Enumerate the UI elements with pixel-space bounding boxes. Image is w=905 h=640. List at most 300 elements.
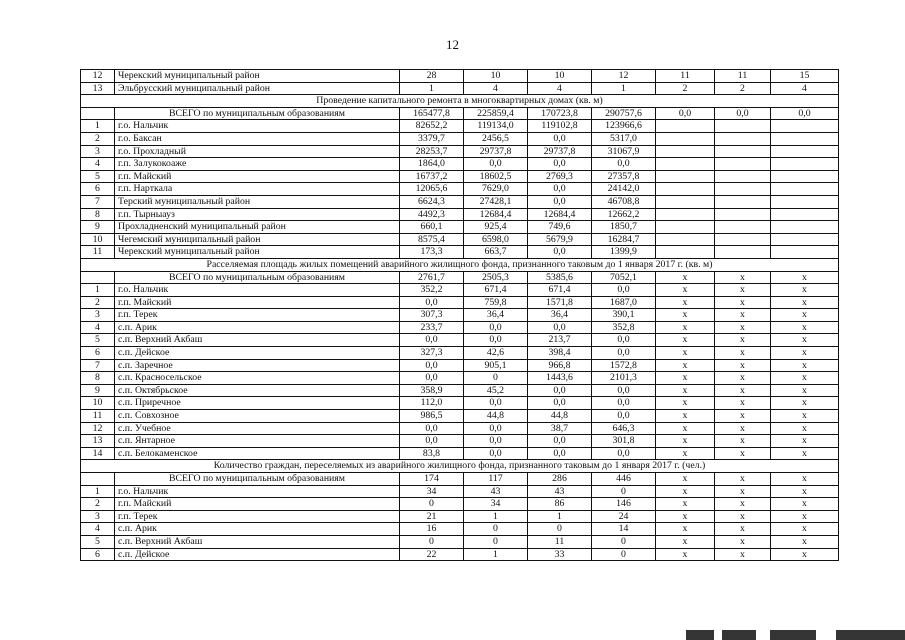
value-cell <box>715 183 771 196</box>
row-number: 13 <box>81 82 115 95</box>
value-cell: 27357,8 <box>592 170 656 183</box>
value-cell: 925,4 <box>464 221 528 234</box>
value-cell: 6624,3 <box>400 195 464 208</box>
row-number: 3 <box>81 309 115 322</box>
value-cell: 0,0 <box>400 296 464 309</box>
value-cell: 0 <box>592 535 656 548</box>
value-cell: х <box>656 321 715 334</box>
value-cell: 233,7 <box>400 321 464 334</box>
value-cell: 1 <box>400 82 464 95</box>
value-cell: 749,6 <box>528 221 592 234</box>
value-cell: 43 <box>464 485 528 498</box>
value-cell: 11 <box>656 70 715 83</box>
value-cell: 12 <box>592 70 656 83</box>
row-number: 14 <box>81 447 115 460</box>
value-cell: 1 <box>592 82 656 95</box>
value-cell: 2761,7 <box>400 271 464 284</box>
value-cell: 446 <box>592 473 656 486</box>
value-cell: 671,4 <box>528 284 592 297</box>
value-cell: 117 <box>464 473 528 486</box>
value-cell: 213,7 <box>528 334 592 347</box>
value-cell <box>656 132 715 145</box>
value-cell: х <box>715 347 771 360</box>
value-cell: 15 <box>771 70 839 83</box>
value-cell: 0 <box>528 523 592 536</box>
value-cell: 390,1 <box>592 309 656 322</box>
value-cell: 0,0 <box>528 435 592 448</box>
row-number: 4 <box>81 321 115 334</box>
table-row <box>81 359 839 372</box>
value-cell: х <box>771 498 839 511</box>
value-cell: 10 <box>528 70 592 83</box>
value-cell: 8575,4 <box>400 233 464 246</box>
row-number: 8 <box>81 208 115 221</box>
value-cell: 0,0 <box>528 158 592 171</box>
municipality-name: г.о. Баксан <box>115 132 400 145</box>
page-number: 12 <box>446 37 459 52</box>
value-cell: 0,0 <box>464 447 528 460</box>
row-number: 6 <box>81 183 115 196</box>
table-row <box>81 435 839 448</box>
municipality-name: Чегемский муниципальный район <box>115 233 400 246</box>
value-cell: 1 <box>464 510 528 523</box>
value-cell <box>715 132 771 145</box>
value-cell: х <box>771 321 839 334</box>
value-cell: 34 <box>400 485 464 498</box>
value-cell: 36,4 <box>464 309 528 322</box>
value-cell: х <box>656 359 715 372</box>
municipality-name: г.п. Нарткала <box>115 183 400 196</box>
table-row <box>81 334 839 347</box>
value-cell: 0 <box>592 485 656 498</box>
municipality-name: с.п. Арик <box>115 321 400 334</box>
value-cell: 327,3 <box>400 347 464 360</box>
value-cell: 31067,9 <box>592 145 656 158</box>
value-cell <box>656 221 715 234</box>
value-cell: 42,6 <box>464 347 528 360</box>
table-row <box>81 548 839 561</box>
value-cell: х <box>771 523 839 536</box>
value-cell: 0,0 <box>528 132 592 145</box>
value-cell: х <box>771 334 839 347</box>
value-cell: 22 <box>400 548 464 561</box>
value-cell: х <box>771 422 839 435</box>
value-cell <box>771 170 839 183</box>
municipality-name: с.п. Белокаменское <box>115 447 400 460</box>
row-number: 8 <box>81 372 115 385</box>
municipality-name: с.п. Учебное <box>115 422 400 435</box>
value-cell: 2 <box>656 82 715 95</box>
row-number: 2 <box>81 296 115 309</box>
table-row <box>81 397 839 410</box>
value-cell: х <box>656 334 715 347</box>
table-row <box>81 309 839 322</box>
value-cell: 2769,3 <box>528 170 592 183</box>
value-cell: 29737,8 <box>464 145 528 158</box>
value-cell: 12662,2 <box>592 208 656 221</box>
value-cell: 1572,8 <box>592 359 656 372</box>
value-cell: х <box>656 510 715 523</box>
value-cell: х <box>771 372 839 385</box>
value-cell: 0,0 <box>464 422 528 435</box>
row-number: 1 <box>81 284 115 297</box>
value-cell: 1 <box>464 548 528 561</box>
value-cell: 0,0 <box>464 435 528 448</box>
value-cell: х <box>771 535 839 548</box>
value-cell: х <box>656 397 715 410</box>
value-cell: 0,0 <box>592 384 656 397</box>
section-title: Количество граждан, переселяемых из аварийного жилищного фонда, признанного таковым до 1 января 2017 г. (чел.) <box>81 460 839 473</box>
value-cell: 1 <box>528 510 592 523</box>
municipality-name: Черекский муниципальный район <box>115 70 400 83</box>
value-cell: 11 <box>715 70 771 83</box>
value-cell: х <box>715 397 771 410</box>
value-cell: 36,4 <box>528 309 592 322</box>
municipality-name: г.п. Терек <box>115 309 400 322</box>
table-row <box>81 246 839 259</box>
value-cell <box>771 132 839 145</box>
row-number: 6 <box>81 548 115 561</box>
value-cell: х <box>656 309 715 322</box>
row-number: 1 <box>81 120 115 133</box>
value-cell: х <box>771 447 839 460</box>
value-cell: 0 <box>464 523 528 536</box>
value-cell <box>771 183 839 196</box>
table-row <box>81 284 839 297</box>
table-row <box>81 321 839 334</box>
value-cell: х <box>715 435 771 448</box>
table-row <box>81 535 839 548</box>
table-row <box>81 422 839 435</box>
value-cell: х <box>656 422 715 435</box>
municipality-name: Черекский муниципальный район <box>115 246 400 259</box>
value-cell: 16 <box>400 523 464 536</box>
value-cell: 0,0 <box>715 107 771 120</box>
value-cell: 45,2 <box>464 384 528 397</box>
value-cell: 0,0 <box>528 384 592 397</box>
value-cell: х <box>771 410 839 423</box>
value-cell: х <box>656 548 715 561</box>
value-cell: 0 <box>400 535 464 548</box>
value-cell: х <box>771 548 839 561</box>
municipality-name: г.п. Майский <box>115 296 400 309</box>
table-row <box>81 183 839 196</box>
value-cell <box>656 170 715 183</box>
section-title: Проведение капитального ремонта в многоквартирных домах (кв. м) <box>81 95 839 108</box>
data-table <box>80 69 839 561</box>
municipality-name: Терский муниципальный район <box>115 195 400 208</box>
value-cell: 0 <box>464 372 528 385</box>
municipality-name: с.п. Дейское <box>115 347 400 360</box>
value-cell: 34 <box>464 498 528 511</box>
value-cell: х <box>771 397 839 410</box>
total-row <box>81 271 839 284</box>
table-row <box>81 296 839 309</box>
municipality-name: Эльбрусский муниципальный район <box>115 82 400 95</box>
value-cell: 671,4 <box>464 284 528 297</box>
value-cell: х <box>715 296 771 309</box>
municipality-name: ВСЕГО по муниципальным образованиям <box>115 473 400 486</box>
table-row <box>81 347 839 360</box>
value-cell: х <box>656 447 715 460</box>
table-row <box>81 485 839 498</box>
municipality-name: г.о. Нальчик <box>115 284 400 297</box>
value-cell: 286 <box>528 473 592 486</box>
value-cell: 660,1 <box>400 221 464 234</box>
value-cell: 7629,0 <box>464 183 528 196</box>
section-header-row <box>81 95 839 108</box>
value-cell: 44,8 <box>464 410 528 423</box>
value-cell <box>656 120 715 133</box>
value-cell: х <box>656 284 715 297</box>
value-cell: 0,0 <box>592 447 656 460</box>
value-cell: 12065,6 <box>400 183 464 196</box>
value-cell: х <box>656 435 715 448</box>
value-cell: 0,0 <box>528 183 592 196</box>
row-number: 7 <box>81 359 115 372</box>
value-cell: 290757,6 <box>592 107 656 120</box>
table-row <box>81 132 839 145</box>
value-cell: 174 <box>400 473 464 486</box>
value-cell <box>771 233 839 246</box>
value-cell: 43 <box>528 485 592 498</box>
value-cell: х <box>771 435 839 448</box>
section-header-row <box>81 460 839 473</box>
table-row <box>81 120 839 133</box>
value-cell: 1571,8 <box>528 296 592 309</box>
row-number: 11 <box>81 246 115 259</box>
value-cell <box>656 233 715 246</box>
row-number: 12 <box>81 70 115 83</box>
value-cell: 5679,9 <box>528 233 592 246</box>
row-number: 13 <box>81 435 115 448</box>
value-cell: х <box>656 498 715 511</box>
table-row <box>81 523 839 536</box>
value-cell: 0,0 <box>400 435 464 448</box>
value-cell: х <box>656 271 715 284</box>
row-number: 2 <box>81 132 115 145</box>
value-cell: 0,0 <box>464 321 528 334</box>
value-cell: 0,0 <box>592 410 656 423</box>
value-cell: х <box>715 359 771 372</box>
value-cell: 29737,8 <box>528 145 592 158</box>
value-cell: 16284,7 <box>592 233 656 246</box>
value-cell: 3379,7 <box>400 132 464 145</box>
value-cell: 225859,4 <box>464 107 528 120</box>
value-cell <box>715 246 771 259</box>
value-cell: 2101,3 <box>592 372 656 385</box>
value-cell: 46708,8 <box>592 195 656 208</box>
table-row <box>81 372 839 385</box>
value-cell: х <box>715 271 771 284</box>
value-cell: 16737,2 <box>400 170 464 183</box>
value-cell: 12684,4 <box>464 208 528 221</box>
value-cell: 24142,0 <box>592 183 656 196</box>
value-cell <box>715 120 771 133</box>
value-cell: х <box>715 447 771 460</box>
value-cell <box>656 145 715 158</box>
row-number: 9 <box>81 221 115 234</box>
value-cell: 0,0 <box>592 334 656 347</box>
value-cell: 307,3 <box>400 309 464 322</box>
value-cell <box>656 183 715 196</box>
row-number: 3 <box>81 510 115 523</box>
value-cell: 10 <box>464 70 528 83</box>
municipality-name: с.п. Арик <box>115 523 400 536</box>
value-cell: 83,8 <box>400 447 464 460</box>
value-cell: 663,7 <box>464 246 528 259</box>
value-cell: х <box>771 296 839 309</box>
value-cell: х <box>656 485 715 498</box>
value-cell <box>656 208 715 221</box>
value-cell <box>656 195 715 208</box>
value-cell: х <box>656 535 715 548</box>
value-cell: 5385,6 <box>528 271 592 284</box>
value-cell: 986,5 <box>400 410 464 423</box>
value-cell: 0,0 <box>464 397 528 410</box>
row-number: 6 <box>81 347 115 360</box>
municipality-name: г.п. Майский <box>115 170 400 183</box>
value-cell: 14 <box>592 523 656 536</box>
value-cell: х <box>771 309 839 322</box>
row-number: 5 <box>81 170 115 183</box>
value-cell: 18602,5 <box>464 170 528 183</box>
value-cell: 352,2 <box>400 284 464 297</box>
value-cell <box>771 208 839 221</box>
value-cell: х <box>715 523 771 536</box>
value-cell: 28253,7 <box>400 145 464 158</box>
value-cell: х <box>715 548 771 561</box>
row-number: 7 <box>81 195 115 208</box>
value-cell: х <box>656 347 715 360</box>
value-cell: х <box>656 372 715 385</box>
value-cell: 12684,4 <box>528 208 592 221</box>
value-cell <box>771 145 839 158</box>
value-cell: 173,3 <box>400 246 464 259</box>
value-cell: 0 <box>400 498 464 511</box>
value-cell: 398,4 <box>528 347 592 360</box>
municipality-name: г.п. Залукокоаже <box>115 158 400 171</box>
value-cell: х <box>715 309 771 322</box>
value-cell <box>715 145 771 158</box>
value-cell: 28 <box>400 70 464 83</box>
table-row <box>81 510 839 523</box>
value-cell: 646,3 <box>592 422 656 435</box>
value-cell: 6598,0 <box>464 233 528 246</box>
table-row <box>81 195 839 208</box>
value-cell: 1687,0 <box>592 296 656 309</box>
table-row <box>81 233 839 246</box>
value-cell: 27428,1 <box>464 195 528 208</box>
value-cell <box>715 233 771 246</box>
value-cell: 0,0 <box>400 359 464 372</box>
value-cell: 0,0 <box>400 334 464 347</box>
municipality-name: Прохладненский муниципальный район <box>115 221 400 234</box>
value-cell: х <box>656 296 715 309</box>
row-number: 9 <box>81 384 115 397</box>
value-cell: 0,0 <box>592 284 656 297</box>
value-cell: х <box>715 410 771 423</box>
value-cell: 0,0 <box>592 158 656 171</box>
value-cell: 38,7 <box>528 422 592 435</box>
table-row <box>81 158 839 171</box>
row-number: 11 <box>81 410 115 423</box>
value-cell: 0,0 <box>528 246 592 259</box>
table-row <box>81 498 839 511</box>
value-cell: 0,0 <box>400 422 464 435</box>
scan-artifact <box>686 630 905 640</box>
value-cell: 24 <box>592 510 656 523</box>
municipality-name: с.п. Красносельское <box>115 372 400 385</box>
table-row <box>81 384 839 397</box>
value-cell: х <box>715 498 771 511</box>
value-cell: 0,0 <box>528 195 592 208</box>
value-cell: 4 <box>771 82 839 95</box>
value-cell: 1399,9 <box>592 246 656 259</box>
table-row <box>81 145 839 158</box>
value-cell: х <box>715 535 771 548</box>
value-cell: х <box>771 510 839 523</box>
value-cell: х <box>715 422 771 435</box>
value-cell: х <box>656 523 715 536</box>
municipality-name: г.п. Тырныауз <box>115 208 400 221</box>
value-cell: 2505,3 <box>464 271 528 284</box>
value-cell: 352,8 <box>592 321 656 334</box>
value-cell: 759,8 <box>464 296 528 309</box>
row-number: 10 <box>81 397 115 410</box>
table-row <box>81 82 839 95</box>
section-header-row <box>81 258 839 271</box>
value-cell: х <box>656 473 715 486</box>
value-cell: х <box>771 485 839 498</box>
municipality-name: с.п. Приречное <box>115 397 400 410</box>
value-cell <box>715 221 771 234</box>
section-title: Расселяемая площадь жилых помещений аварийного жилищного фонда, признанного таковым до 1 января 2017 г. (кв. м) <box>81 258 839 271</box>
value-cell <box>715 195 771 208</box>
total-row <box>81 107 839 120</box>
value-cell: х <box>771 473 839 486</box>
value-cell: 1443,6 <box>528 372 592 385</box>
row-number <box>81 271 115 284</box>
value-cell: х <box>771 359 839 372</box>
value-cell <box>656 246 715 259</box>
value-cell: 44,8 <box>528 410 592 423</box>
value-cell: 0,0 <box>528 397 592 410</box>
value-cell: 7052,1 <box>592 271 656 284</box>
value-cell: 2456,5 <box>464 132 528 145</box>
value-cell <box>656 158 715 171</box>
value-cell: х <box>715 473 771 486</box>
value-cell <box>771 120 839 133</box>
municipality-name: с.п. Верхний Акбаш <box>115 334 400 347</box>
value-cell: 0 <box>464 535 528 548</box>
value-cell: 301,8 <box>592 435 656 448</box>
value-cell <box>715 208 771 221</box>
table-row <box>81 410 839 423</box>
value-cell: 112,0 <box>400 397 464 410</box>
value-cell: х <box>715 372 771 385</box>
row-number: 1 <box>81 485 115 498</box>
value-cell: х <box>715 321 771 334</box>
row-number: 12 <box>81 422 115 435</box>
table-row <box>81 208 839 221</box>
row-number: 4 <box>81 523 115 536</box>
value-cell: х <box>771 284 839 297</box>
value-cell: х <box>715 384 771 397</box>
municipality-name: г.п. Майский <box>115 498 400 511</box>
value-cell: 0,0 <box>592 397 656 410</box>
value-cell <box>771 195 839 208</box>
